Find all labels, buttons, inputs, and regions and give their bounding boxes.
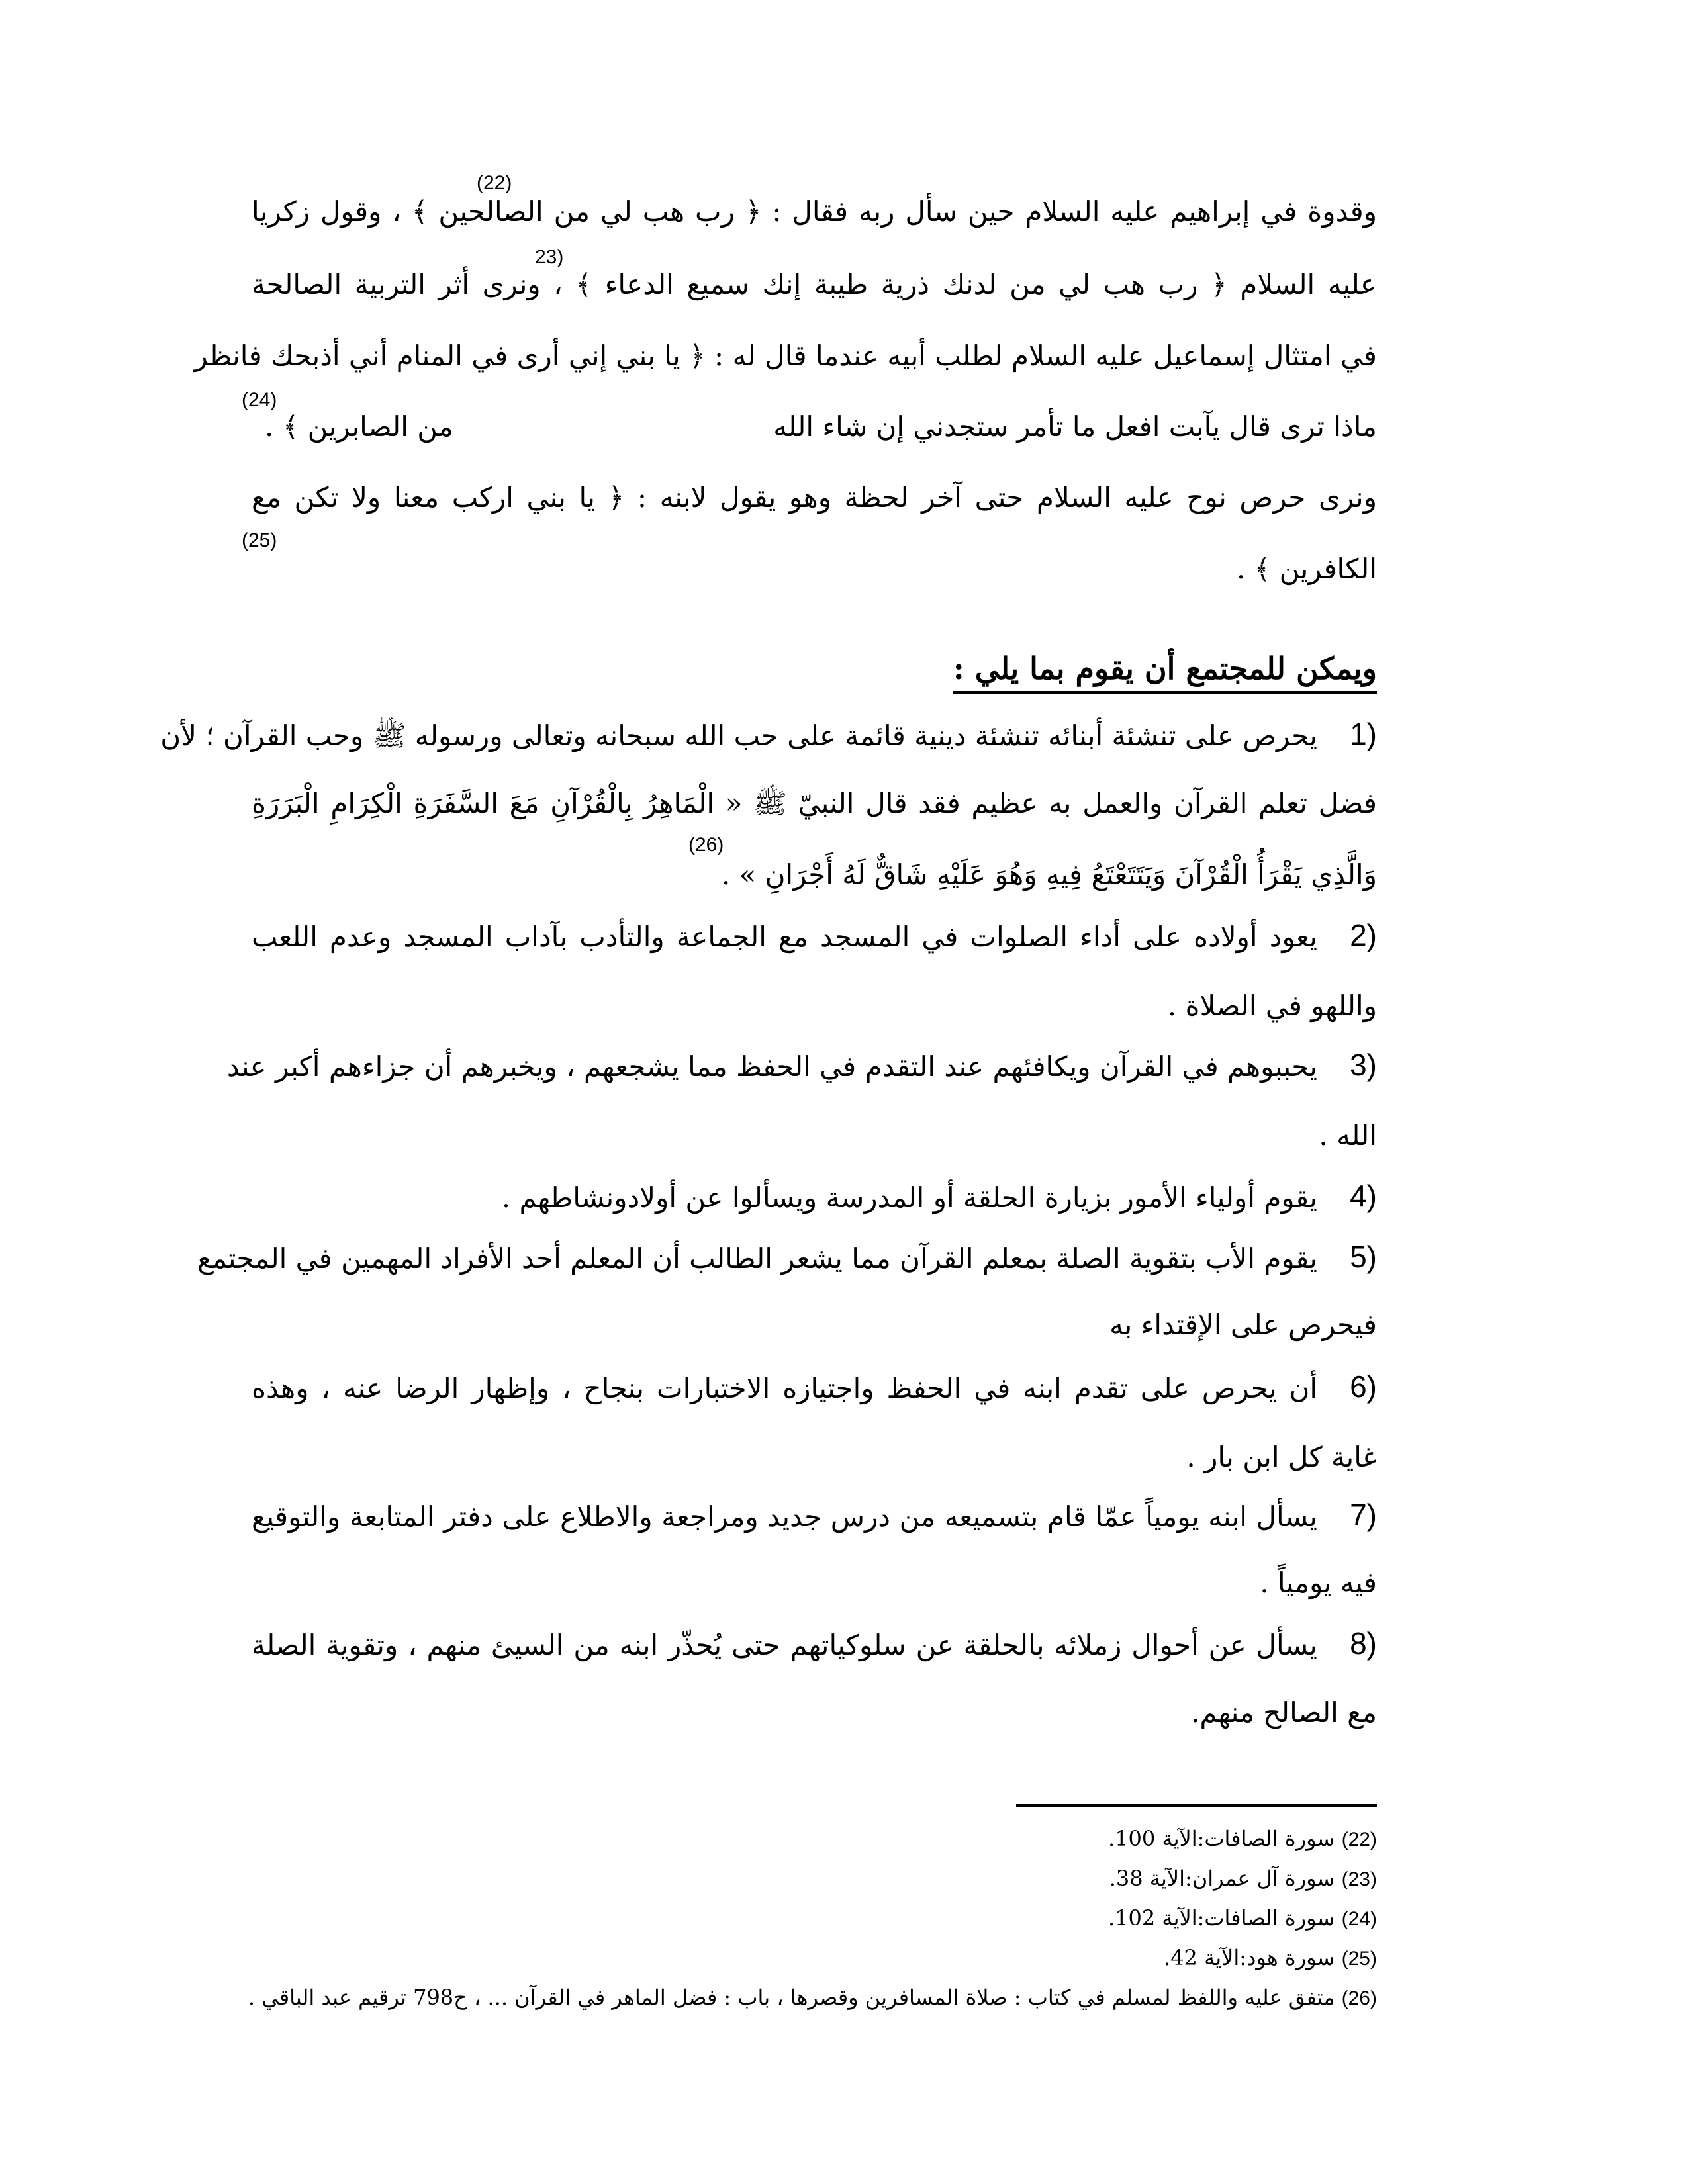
item-number: 4) — [1350, 1179, 1377, 1213]
footnote-mark: (25) — [1341, 1948, 1377, 1970]
footnote-text: سورة هود:الآية 42. — [1164, 1945, 1335, 1970]
list-item-line: مع الصالح منهم. — [1191, 1696, 1377, 1729]
body-line: من الصابرين ﴾ . — [265, 410, 453, 443]
list-item-line: يقوم أولياء الأمور بزيارة الحلقة أو المدرسة ويسألوا عن أولادونشاطهم . — [501, 1181, 1317, 1214]
list-item-line: يحرص على تنشئة أبنائه تنشئة دينية قائمة على حب الله سبحانه وتعالى ورسوله ﷺ وحب القرآن ؛ لأن — [160, 719, 1317, 752]
body-line: في امتثال إسماعيل عليه السلام لطلب أبيه عندما قال له : ﴿ يا بني إني أرى في المنام أني أذبحك فانظر — [194, 340, 1377, 372]
footnote-ref: (25) — [242, 529, 277, 551]
list-item-line: غاية كل ابن بار . — [1186, 1441, 1377, 1473]
item-number: 1) — [1350, 717, 1377, 751]
footnote — [1108, 1903, 1377, 1934]
list-item-line: وَالَّذِي يَقْرَأُ الْقُرْآنَ وَيَتَتَعْتَعُ فِيهِ وَهُوَ عَلَيْهِ شَاقٌّ لَهُ أَجْرَانِ » . — [721, 858, 1377, 891]
footnote — [1164, 1943, 1377, 1974]
list-item-line: يسأل ابنه يومياً عمّا قام بتسميعه من درس جديد ومراجعة والاطلاع على دفتر المتابعة والتوقيع — [252, 1500, 1317, 1533]
footnote-ref: 23) — [535, 246, 564, 268]
list-item-line: الله . — [1319, 1119, 1377, 1152]
list-item-line: يحببوهم في القرآن ويكافئهم عند التقدم في الحفظ مما يشجعهم ، ويخبرهم أن جزاءهم أكبر عند — [226, 1050, 1317, 1083]
list-item-line: فيه يومياً . — [1260, 1567, 1377, 1599]
item-number: 8) — [1350, 1626, 1377, 1661]
body-line: الكافرين ﴾ . — [1236, 553, 1377, 585]
footnote-text: سورة الصافات:الآية 100. — [1108, 1826, 1335, 1851]
item-number: 7) — [1350, 1498, 1377, 1532]
footnote — [248, 1983, 1377, 2013]
footnote-ref: (24) — [242, 389, 277, 411]
list-item-line: فضل تعلم القرآن والعمل به عظيم فقد قال النبيّ ﷺ « الْمَاهِرُ بِالْقُرْآنِ مَعَ السَّفَرَةِ الْكِرَامِ الْبَرَرَةِ — [252, 787, 1377, 819]
footnote-text: سورة الصافات:الآية 102. — [1108, 1905, 1335, 1931]
footnote — [1108, 1824, 1377, 1854]
list-item-line: واللهو في الصلاة . — [1167, 989, 1377, 1022]
body-line: ونرى حرص نوح عليه السلام حتى آخر لحظة وهو يقول لابنه : ﴿ يا بني اركب معنا ولا تكن مع — [252, 481, 1377, 514]
footnote-ref: (26) — [688, 834, 724, 856]
footnote-ref: (22) — [477, 172, 512, 194]
list-item-line: يسأل عن أحوال زملائه بالحلقة عن سلوكياتهم حتى يُحذّر ابنه من السيئ منهم ، وتقوية الصلة — [252, 1629, 1317, 1661]
footnote — [1109, 1864, 1377, 1894]
section-heading: ويمكن للمجتمع أن يقوم بما يلي : — [953, 649, 1377, 694]
footnote-text: سورة آل عمران:الآية 38. — [1109, 1866, 1335, 1891]
body-line: عليه السلام ﴿ رب هب لي من لدنك ذرية طيبة إنك سميع الدعاء ﴾ ، ونرى أثر التربية الصالحة — [252, 268, 1377, 300]
item-number: 5) — [1350, 1240, 1377, 1274]
item-number: 3) — [1350, 1048, 1377, 1082]
item-number: 2) — [1350, 918, 1377, 952]
list-item-line: يعود أولاده على أداء الصلوات في المسجد مع الجماعة والتأدب بآداب المسجد وعدم اللعب — [252, 921, 1317, 953]
list-item-line: فيحرص على الإقتداء به — [1109, 1308, 1377, 1341]
footnote-mark: (23) — [1341, 1868, 1377, 1890]
footnote-mark: (22) — [1341, 1829, 1377, 1850]
footnote-mark: (24) — [1341, 1908, 1377, 1930]
body-line: وقدوة في إبراهيم عليه السلام حين سأل ربه فقال : ﴿ رب هب لي من الصالحين ﴾ ، وقول زكريا — [252, 195, 1377, 228]
list-item-line: أن يحرص على تقدم ابنه في الحفظ واجتيازه الاختبارات بنجاح ، وإظهار الرضا عنه ، وهذه — [252, 1372, 1317, 1404]
body-line: ماذا ترى قال يآبت افعل ما تأمر ستجدني إن شاء الله — [773, 410, 1377, 443]
item-number: 6) — [1350, 1369, 1377, 1404]
footnote-text: متفق عليه واللفظ لمسلم في كتاب : صلاة المسافرين وقصرها ، باب : فضل الماهر في القرآن ... ، ح798 ترقيم عبد الباقي . — [248, 1985, 1335, 2010]
list-item-line: يقوم الأب بتقوية الصلة بمعلم القرآن مما يشعر الطالب أن المعلم أحد الأفراد المهمين في المجتمع — [197, 1242, 1317, 1275]
footnote-mark: (26) — [1341, 1987, 1377, 2009]
footnote-separator — [1016, 1804, 1377, 1807]
